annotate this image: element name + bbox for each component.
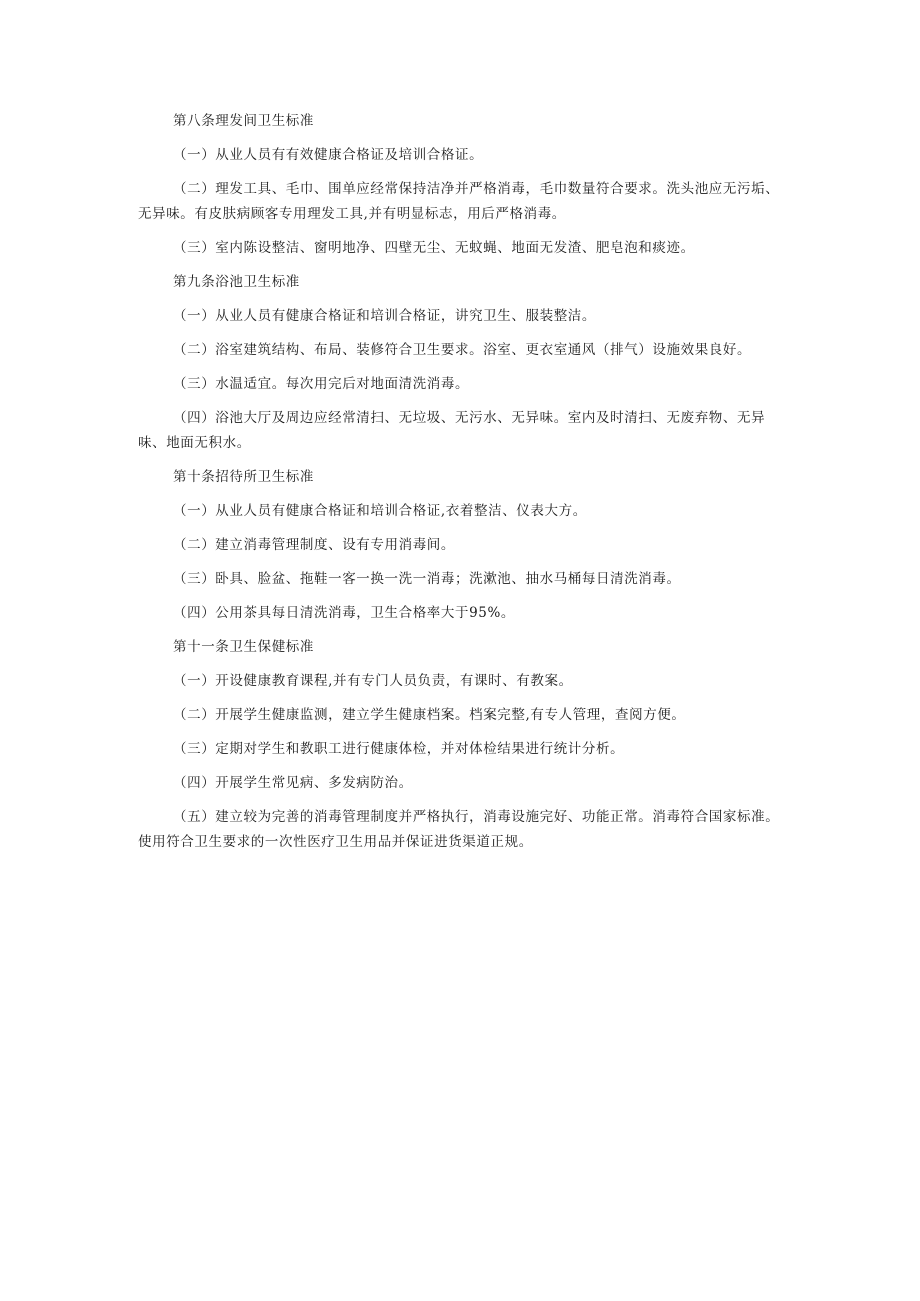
section-item: （四）开展学生常见病、多发病防治。 [173, 775, 413, 791]
section-item: （一）开设健康教育课程,并有专门人员负责，有课时、有教案。 [173, 673, 573, 689]
section-heading: 第十一条卫生保健标准 [173, 639, 314, 655]
section-heading: 第十条招待所卫生标准 [173, 469, 314, 485]
section-heading: 第九条浴池卫生标准 [173, 274, 300, 290]
section-item: （四）公用茶具每日清洗消毒，卫生合格率大于95%。 [173, 605, 516, 621]
section-item: （一）从业人员有健康合格证和培训合格证,衣着整洁、仪表大方。 [173, 503, 587, 519]
section-item: （三）卧具、脸盆、拖鞋一客一换一洗一消毒；洗漱池、抽水马桶每日清洗消毒。 [173, 571, 681, 587]
section-item: （四）浴池大厅及周边应经常清扫、无垃圾、无污水、无异味。室内及时清扫、无废弃物、无异味、地面无积水。 [138, 410, 766, 451]
section-item: （二）开展学生健康监测，建立学生健康档案。档案完整,有专人管理，查阅方便。 [173, 707, 686, 723]
section-heading: 第八条理发间卫生标准 [173, 113, 314, 129]
section-item: （三）水温适宜。每次用完后对地面清洗消毒。 [173, 376, 470, 392]
section-item: （二）浴室建筑结构、布局、装修符合卫生要求。浴室、更衣室通风（排气）设施效果良好。 [173, 342, 752, 358]
section-item: （五）建立较为完善的消毒管理制度并严格执行，消毒设施完好、功能正常。消毒符合国家标准。使用符合卫生要求的一次性医疗卫生用品并保证进货渠道正规。 [138, 809, 780, 850]
section-item: （二）理发工具、毛巾、围单应经常保持洁净并严格消毒，毛巾数量符合要求。洗头池应无污垢、无异味。有皮肤病顾客专用理发工具,并有明显标志，用后严格消毒。 [138, 181, 780, 222]
section-item: （三）定期对学生和教职工进行健康体检，并对体检结果进行统计分析。 [173, 741, 625, 757]
section-item: （一）从业人员有有效健康合格证及培训合格证。 [173, 147, 484, 163]
section-item: （一）从业人员有健康合格证和培训合格证，讲究卫生、服装整洁。 [173, 308, 596, 324]
section-item: （二）建立消毒管理制度、设有专用消毒间。 [173, 537, 455, 553]
document-body [138, 109, 788, 864]
section-item: （三）室内陈设整洁、窗明地净、四壁无尘、无蚊蝇、地面无发渣、肥皂泡和痰迹。 [173, 240, 695, 256]
